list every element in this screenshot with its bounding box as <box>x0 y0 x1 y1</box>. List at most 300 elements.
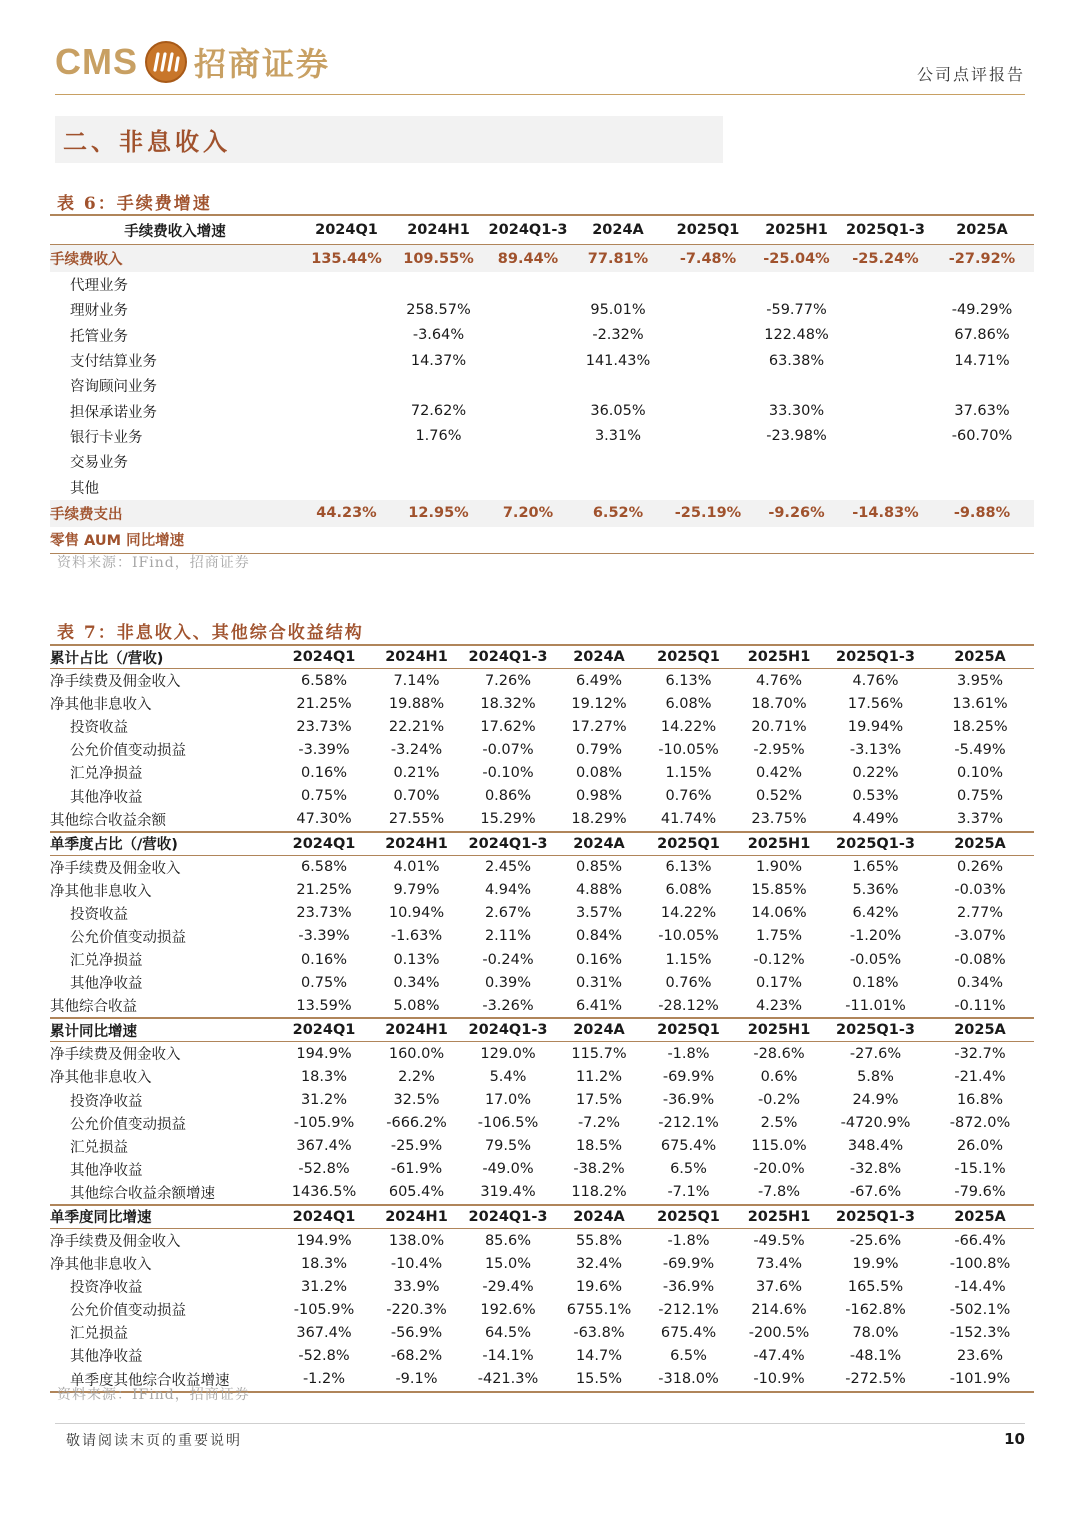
cell-value <box>841 424 930 449</box>
cell-value: 0.42% <box>755 764 803 781</box>
cell-value: 6.41% <box>575 997 623 1014</box>
cell-value: -1.63% <box>390 928 443 945</box>
cell-value: 0.16% <box>300 951 348 968</box>
table-row <box>50 902 1034 925</box>
cell-value <box>300 424 393 449</box>
cell-value: 31.2% <box>300 1092 348 1109</box>
cell-value: 0.22% <box>852 764 899 781</box>
section-title-cell: 单季度同比增速 <box>50 1205 277 1229</box>
cell-value <box>930 474 1034 499</box>
section-title-cell: 累计同比增速 <box>50 1018 277 1042</box>
row-label: 汇兑损益 <box>70 1326 128 1343</box>
cell-value: 24.9% <box>852 1092 899 1109</box>
cell-value: -220.3% <box>386 1301 447 1318</box>
cell-value: -61.9% <box>390 1161 443 1178</box>
cell-value <box>484 527 572 554</box>
table-row <box>50 1065 1034 1088</box>
cell-value: -7.1% <box>667 1184 710 1201</box>
cell-value: 0.75% <box>956 788 1004 805</box>
cell-value <box>664 297 752 322</box>
row-label: 投资净收益 <box>70 1280 143 1297</box>
row-label: 支付结算业务 <box>70 354 157 371</box>
cell-value: 37.63% <box>954 403 1010 420</box>
row-label: 净其他非息收入 <box>50 1257 152 1274</box>
period-header: 2025H1 <box>733 645 825 669</box>
table-row <box>50 1344 1034 1367</box>
cell-value: 44.23% <box>300 500 393 527</box>
cell-value <box>393 527 484 554</box>
cell-value: 19.94% <box>847 718 904 735</box>
cell-value: -69.9% <box>662 1068 715 1085</box>
cell-value: -25.19% <box>664 500 752 527</box>
cell-value: -49.5% <box>753 1232 805 1249</box>
cell-value <box>484 297 572 322</box>
cell-value: 27.55% <box>388 811 445 828</box>
cell-value: 73.4% <box>755 1255 803 1272</box>
cell-value: -68.2% <box>390 1347 443 1364</box>
period-header: 2024A <box>554 832 644 856</box>
cell-value: 19.6% <box>575 1278 623 1295</box>
cell-value: 0.86% <box>484 788 532 805</box>
row-label: 其他综合收益余额增速 <box>70 1185 215 1202</box>
cell-value: -60.70% <box>951 428 1013 445</box>
cell-value <box>841 297 930 322</box>
cell-value: 0.17% <box>755 974 803 991</box>
cell-value: -212.1% <box>658 1115 719 1132</box>
cell-value <box>930 449 1034 474</box>
cell-value <box>393 373 484 398</box>
row-label: 净其他非息收入 <box>50 697 152 714</box>
cell-value: -27.92% <box>930 245 1034 273</box>
cell-value: 1.76% <box>415 428 462 445</box>
table-row <box>50 500 1034 527</box>
section-title-cell: 累计占比（/营收) <box>50 645 277 669</box>
cell-value: 0.84% <box>575 928 623 945</box>
row-label: 公允价值变动损益 <box>70 743 186 760</box>
table-row <box>50 808 1034 832</box>
cell-value: 0.34% <box>393 974 440 991</box>
table6-header-period: 2025Q1-3 <box>841 215 930 245</box>
period-header: 2024H1 <box>371 645 462 669</box>
cell-value: -1.2% <box>277 1368 371 1392</box>
cell-value: -59.77% <box>766 301 827 318</box>
row-label: 净手续费及佣金收入 <box>50 860 181 877</box>
row-label: 投资收益 <box>70 906 128 923</box>
cell-value: 33.30% <box>768 403 825 420</box>
cell-value <box>484 474 572 499</box>
cell-value: 5.8% <box>857 1068 894 1085</box>
cell-value: 605.4% <box>388 1184 445 1201</box>
cell-value: -666.2% <box>386 1115 447 1132</box>
row-label: 理财业务 <box>70 303 128 320</box>
cell-value: 2.5% <box>760 1115 798 1132</box>
cell-value: 2.11% <box>484 928 532 945</box>
cell-value: 1.15% <box>665 764 712 781</box>
cell-value: -162.8% <box>845 1301 906 1318</box>
row-label: 汇兑净损益 <box>70 953 143 970</box>
row-label: 代理业务 <box>70 278 128 295</box>
cell-value: 2.2% <box>398 1068 435 1085</box>
cell-value: 18.3% <box>300 1255 348 1272</box>
table6-header-period: 2024H1 <box>393 215 484 245</box>
section-header-row <box>50 1018 1034 1042</box>
cell-value: 4.76% <box>755 672 803 689</box>
cell-value: 0.53% <box>852 788 899 805</box>
cell-value: 19.88% <box>388 695 445 712</box>
cell-value <box>300 398 393 423</box>
cell-value: 20.71% <box>751 718 807 735</box>
row-label: 投资收益 <box>70 720 128 737</box>
cell-value: 13.59% <box>296 997 352 1014</box>
table6-source: 资料来源：IFind，招商证券 <box>57 555 250 571</box>
cell-value <box>841 474 930 499</box>
cell-value: -25.24% <box>841 245 930 273</box>
cell-value: 17.56% <box>847 695 904 712</box>
section-header-row <box>50 832 1034 856</box>
cell-value: 122.48% <box>764 327 829 344</box>
period-header: 2025Q1 <box>644 645 733 669</box>
cell-value: 14.22% <box>660 718 717 735</box>
fee-growth-table <box>50 214 1034 554</box>
cell-value <box>930 373 1034 398</box>
cell-value: 12.95% <box>393 500 484 527</box>
cell-value: -0.24% <box>482 951 534 968</box>
cell-value: -14.4% <box>954 1278 1006 1295</box>
cell-value: -106.5% <box>477 1115 539 1132</box>
cell-value: 55.8% <box>575 1232 623 1249</box>
cell-value: -36.9% <box>662 1278 715 1295</box>
table-row <box>50 272 1034 297</box>
cell-value: -63.8% <box>573 1324 625 1341</box>
row-label: 投资净收益 <box>70 1093 143 1110</box>
report-type: 公司点评报告 <box>916 65 1025 84</box>
page-number: 10 <box>1004 1430 1025 1448</box>
cell-value: 15.85% <box>751 882 807 899</box>
cell-value: 6.42% <box>852 905 899 922</box>
cell-value: -0.11% <box>954 997 1006 1014</box>
period-header: 2025Q1 <box>644 832 733 856</box>
cell-value <box>841 272 930 297</box>
cell-value: -25.04% <box>752 245 841 273</box>
cell-value: 0.13% <box>393 951 440 968</box>
cell-value <box>752 527 841 554</box>
period-header: 2024Q1-3 <box>462 832 554 856</box>
period-header: 2025A <box>926 1205 1034 1229</box>
row-label: 汇兑损益 <box>70 1139 128 1156</box>
cell-value: -3.13% <box>849 741 902 758</box>
table-row <box>50 474 1034 499</box>
cell-value: 5.08% <box>393 997 440 1014</box>
table6-caption: 表 6：手续费增速 <box>57 194 212 214</box>
cell-value: 6.13% <box>665 859 712 876</box>
cell-value: 3.37% <box>956 811 1004 828</box>
cell-value: -3.39% <box>298 928 350 945</box>
table-row <box>50 245 1034 273</box>
cell-value: 18.29% <box>571 811 627 828</box>
cell-value: 4.88% <box>575 882 623 899</box>
cell-value: -3.07% <box>954 928 1006 945</box>
period-header: 2025H1 <box>733 832 825 856</box>
cell-value: -25.9% <box>390 1138 443 1155</box>
cell-value: -1.8% <box>667 1232 710 1249</box>
table6-header-label: 手续费收入增速 <box>50 215 300 245</box>
cell-value <box>300 297 393 322</box>
cell-value: 36.05% <box>590 403 646 420</box>
cell-value: 0.31% <box>575 974 623 991</box>
cell-value: 2.67% <box>484 905 532 922</box>
cell-value: 79.5% <box>484 1138 532 1155</box>
cell-value: -212.1% <box>658 1301 719 1318</box>
cell-value <box>664 474 752 499</box>
cell-value: -29.4% <box>482 1278 534 1295</box>
cell-value: -2.95% <box>753 741 805 758</box>
cell-value: 3.31% <box>594 428 642 445</box>
cell-value: 0.98% <box>575 788 623 805</box>
header-divider <box>55 94 1025 95</box>
cell-value: 37.6% <box>755 1278 803 1295</box>
cell-value: -11.01% <box>845 997 906 1014</box>
cell-value: 31.2% <box>300 1278 348 1295</box>
table6-header-period: 2025H1 <box>752 215 841 245</box>
period-header: 2024H1 <box>371 1205 462 1229</box>
cell-value: 138.0% <box>388 1232 445 1249</box>
cell-value: -1.8% <box>667 1045 710 1062</box>
cell-value: -49.29% <box>951 301 1013 318</box>
cell-value: 6.58% <box>300 672 348 689</box>
cell-value: 2.45% <box>484 859 532 876</box>
cell-value: 4.94% <box>484 882 532 899</box>
row-label: 汇兑净损益 <box>70 766 143 783</box>
cell-value: -502.1% <box>949 1301 1011 1318</box>
period-header: 2025H1 <box>733 1205 825 1229</box>
cell-value <box>393 272 484 297</box>
cell-value: 6.58% <box>300 859 348 876</box>
table-row <box>50 994 1034 1018</box>
cell-value: 1.75% <box>755 928 803 945</box>
cell-value: -67.6% <box>849 1184 902 1201</box>
cell-value <box>484 449 572 474</box>
cell-value: -9.1% <box>371 1368 462 1392</box>
cell-value <box>300 449 393 474</box>
cell-value: 21.25% <box>296 882 352 899</box>
table-row <box>50 669 1034 693</box>
cell-value: -2.32% <box>592 327 644 344</box>
cell-value: 23.73% <box>296 905 352 922</box>
table-row <box>50 527 1034 554</box>
cell-value: 0.16% <box>575 951 623 968</box>
cell-value: 1436.5% <box>291 1184 357 1201</box>
footer-divider <box>55 1423 1025 1424</box>
cell-value: -38.2% <box>573 1161 625 1178</box>
cell-value <box>484 424 572 449</box>
row-label: 净手续费及佣金收入 <box>50 1047 181 1064</box>
cell-value: 319.4% <box>480 1184 536 1201</box>
row-label: 其他净收益 <box>70 789 143 806</box>
cell-value: 15.5% <box>554 1368 644 1392</box>
cell-value <box>841 348 930 373</box>
table-row <box>50 1252 1034 1275</box>
cell-value: 18.70% <box>751 695 807 712</box>
cell-value <box>572 449 664 474</box>
cell-value: -20.0% <box>753 1161 805 1178</box>
cell-value: -4720.9% <box>840 1115 911 1132</box>
cell-value: 129.0% <box>480 1045 536 1062</box>
cell-value: -0.12% <box>753 951 805 968</box>
period-header: 2025A <box>926 832 1034 856</box>
cell-value: 6.5% <box>670 1347 707 1364</box>
cell-value <box>300 527 393 554</box>
cell-value: 23.73% <box>296 718 352 735</box>
table-row <box>50 297 1034 322</box>
cell-value: 6.5% <box>670 1161 707 1178</box>
cell-value: 0.70% <box>393 788 440 805</box>
cell-value <box>300 348 393 373</box>
table6-header-period: 2024Q1 <box>300 215 393 245</box>
cell-value: 214.6% <box>751 1301 807 1318</box>
cell-value: -14.1% <box>482 1347 534 1364</box>
cell-value: 14.71% <box>954 352 1010 369</box>
cell-value: 194.9% <box>296 1045 352 1062</box>
footer-disclaimer: 敬请阅读末页的重要说明 <box>66 1433 242 1449</box>
table6-header-period: 2025Q1 <box>664 215 752 245</box>
cell-value: 78.0% <box>852 1324 899 1341</box>
cell-value <box>664 449 752 474</box>
cell-value: 95.01% <box>590 301 646 318</box>
table7-source: 资料来源：IFind，招商证券 <box>57 1387 250 1403</box>
table-row <box>50 1158 1034 1181</box>
period-header: 2024Q1 <box>277 645 371 669</box>
period-header: 2024H1 <box>371 832 462 856</box>
cell-value: 0.26% <box>956 859 1004 876</box>
cell-value: -100.8% <box>949 1255 1011 1272</box>
table6-header-period: 2024A <box>572 215 664 245</box>
cell-value: 675.4% <box>660 1324 717 1341</box>
table-row <box>50 738 1034 761</box>
cell-value: 17.5% <box>575 1092 623 1109</box>
cell-value <box>484 323 572 348</box>
table-row <box>50 948 1034 971</box>
cell-value: -21.4% <box>954 1068 1006 1085</box>
cell-value: 18.5% <box>575 1138 623 1155</box>
row-label: 交易业务 <box>70 455 128 472</box>
cell-value: -9.26% <box>752 500 841 527</box>
cell-value: 367.4% <box>296 1324 352 1341</box>
cell-value: -49.0% <box>482 1161 534 1178</box>
cell-value <box>752 373 841 398</box>
cell-value: 4.76% <box>852 672 899 689</box>
cell-value: -66.4% <box>954 1232 1006 1249</box>
cell-value: 17.0% <box>484 1092 532 1109</box>
row-label: 公允价值变动损益 <box>70 1116 186 1133</box>
cell-value: 0.18% <box>852 974 899 991</box>
cell-value <box>300 323 393 348</box>
cell-value: -9.88% <box>930 500 1034 527</box>
section-title: 二、非息收入 <box>63 127 231 156</box>
cell-value: -10.05% <box>658 928 719 945</box>
cell-value <box>484 348 572 373</box>
cms-logo <box>55 38 330 86</box>
period-header: 2025Q1-3 <box>825 645 926 669</box>
cell-value: -0.05% <box>849 951 902 968</box>
cell-value: -3.64% <box>412 327 465 344</box>
period-header: 2025H1 <box>733 1018 825 1042</box>
cell-value <box>572 474 664 499</box>
cell-value: -200.5% <box>748 1324 810 1341</box>
cell-value <box>484 398 572 423</box>
period-header: 2024A <box>554 1018 644 1042</box>
cell-value: -79.6% <box>954 1184 1006 1201</box>
row-label: 手续费收入 <box>50 245 300 273</box>
cell-value: 7.20% <box>484 500 572 527</box>
cell-value: 118.2% <box>571 1184 627 1201</box>
cell-value: 5.4% <box>489 1068 527 1085</box>
cell-value <box>752 449 841 474</box>
cell-value: -3.24% <box>390 741 443 758</box>
table7-caption: 表 7：非息收入、其他综合收益结构 <box>57 623 364 643</box>
cell-value: -872.0% <box>949 1115 1011 1132</box>
cell-value: 21.25% <box>296 695 352 712</box>
cell-value: -10.9% <box>733 1368 825 1392</box>
cell-value: 32.5% <box>393 1092 440 1109</box>
row-label: 手续费支出 <box>50 500 300 527</box>
cell-value: 0.34% <box>956 974 1004 991</box>
cell-value: 18.32% <box>480 695 536 712</box>
cell-value: 11.2% <box>575 1068 623 1085</box>
table6-header-period: 2025A <box>930 215 1034 245</box>
cell-value: 19.9% <box>852 1255 899 1272</box>
cell-value: 367.4% <box>296 1138 352 1155</box>
cell-value: -36.9% <box>662 1092 715 1109</box>
cell-value: 3.57% <box>575 905 623 922</box>
cell-value: 0.6% <box>760 1068 798 1085</box>
cell-value: 1.90% <box>755 859 803 876</box>
row-label: 单季度其他综合收益增速 <box>50 1368 277 1392</box>
section-header-row <box>50 1205 1034 1229</box>
cell-value: 141.43% <box>585 352 651 369</box>
cell-value: -15.1% <box>954 1161 1006 1178</box>
cell-value: -69.9% <box>662 1255 715 1272</box>
cell-value: -52.8% <box>298 1347 350 1364</box>
cell-value: 64.5% <box>484 1324 532 1341</box>
cell-value <box>300 272 393 297</box>
logo-emblem-icon <box>144 40 188 84</box>
cell-value: 6.08% <box>665 882 712 899</box>
cell-value: -0.03% <box>954 882 1006 899</box>
cell-value: 13.61% <box>952 695 1008 712</box>
cell-value: 0.75% <box>300 974 348 991</box>
cell-value: -10.05% <box>658 741 719 758</box>
cell-value: 33.9% <box>393 1278 440 1295</box>
row-label: 其他综合收益余额 <box>50 812 166 829</box>
cell-value: 4.01% <box>393 859 440 876</box>
table-row <box>50 971 1034 994</box>
cell-value: 85.6% <box>484 1232 532 1249</box>
cell-value: 4.49% <box>852 811 899 828</box>
cell-value: 18.25% <box>952 718 1008 735</box>
cell-value <box>664 398 752 423</box>
cell-value: 0.79% <box>575 741 623 758</box>
cell-value: 15.29% <box>480 811 536 828</box>
cell-value: 14.37% <box>410 352 467 369</box>
cell-value: 89.44% <box>484 245 572 273</box>
cell-value: 0.08% <box>575 764 623 781</box>
row-label: 公允价值变动损益 <box>70 929 186 946</box>
cell-value <box>393 474 484 499</box>
cell-value: 0.16% <box>300 764 348 781</box>
cell-value <box>841 398 930 423</box>
cell-value: 17.27% <box>571 718 627 735</box>
cell-value: 10.94% <box>388 905 445 922</box>
